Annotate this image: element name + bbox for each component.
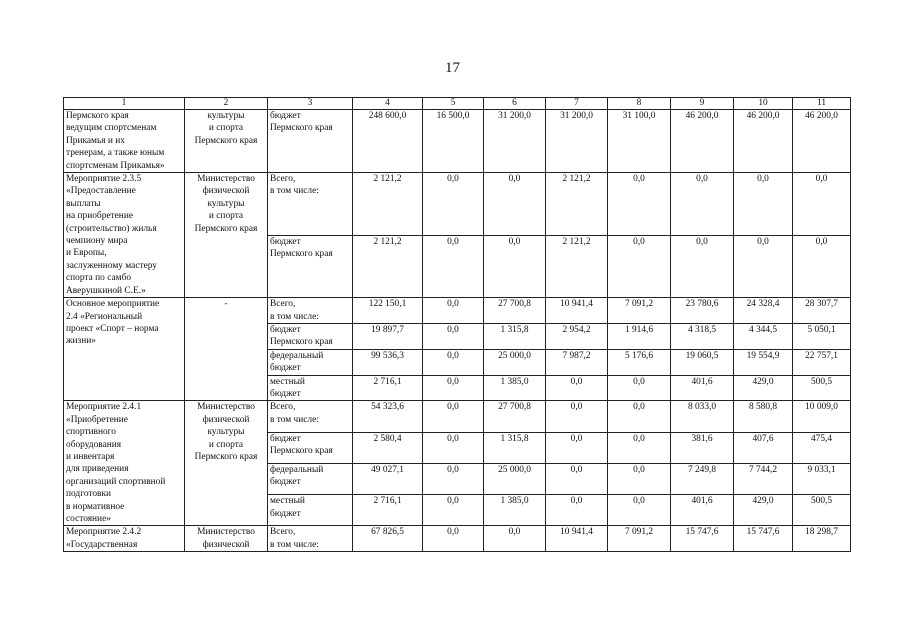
amount-cell: 0,0	[484, 235, 546, 298]
amount-cell: 54 323,6	[353, 401, 423, 432]
amount-cell: 0,0	[484, 173, 546, 236]
amount-cell: 429,0	[734, 495, 793, 526]
amount-cell: 0,0	[671, 173, 734, 236]
amount-cell: 7 249,8	[671, 463, 734, 494]
amount-cell: 0,0	[608, 375, 671, 401]
amount-cell: 0,0	[608, 495, 671, 526]
funding-source-cell: бюджет Пермского края	[268, 235, 353, 298]
amount-cell: 2 121,2	[546, 235, 608, 298]
amount-cell: 31 200,0	[484, 110, 546, 173]
amount-cell: 24 328,4	[734, 298, 793, 324]
column-header: 9	[671, 98, 734, 110]
amount-cell: 4 318,5	[671, 323, 734, 349]
amount-cell: 0,0	[793, 173, 851, 236]
amount-cell: 1 385,0	[484, 495, 546, 526]
column-header: 5	[423, 98, 484, 110]
funding-source-cell: Всего, в том числе:	[268, 526, 353, 552]
amount-cell: 5 176,6	[608, 349, 671, 375]
executor-cell: Министерство физической культуры и спорта Пермского края	[185, 401, 268, 526]
amount-cell: 31 100,0	[608, 110, 671, 173]
amount-cell: 23 780,6	[671, 298, 734, 324]
amount-cell: 0,0	[423, 173, 484, 236]
amount-cell: 46 200,0	[793, 110, 851, 173]
amount-cell: 25 000,0	[484, 463, 546, 494]
amount-cell: 31 200,0	[546, 110, 608, 173]
amount-cell: 2 580,4	[353, 432, 423, 463]
executor-cell: Министерство физической	[185, 526, 268, 552]
amount-cell: 0,0	[671, 235, 734, 298]
amount-cell: 4 344,5	[734, 323, 793, 349]
amount-cell: 2 121,2	[353, 235, 423, 298]
amount-cell: 1 315,8	[484, 323, 546, 349]
amount-cell: 0,0	[608, 235, 671, 298]
amount-cell: 19 060,5	[671, 349, 734, 375]
amount-cell: 1 315,8	[484, 432, 546, 463]
funding-source-cell: Всего, в том числе:	[268, 298, 353, 324]
amount-cell: 27 700,8	[484, 298, 546, 324]
amount-cell: 19 897,7	[353, 323, 423, 349]
amount-cell: 0,0	[423, 375, 484, 401]
amount-cell: 2 954,2	[546, 323, 608, 349]
amount-cell: 10 941,4	[546, 526, 608, 552]
amount-cell: 49 027,1	[353, 463, 423, 494]
amount-cell: 99 536,3	[353, 349, 423, 375]
amount-cell: 0,0	[734, 235, 793, 298]
amount-cell: 1 914,6	[608, 323, 671, 349]
funding-source-cell: бюджет Пермского края	[268, 323, 353, 349]
amount-cell: 0,0	[423, 323, 484, 349]
executor-cell: Министерство физической культуры и спорта Пермского края	[185, 173, 268, 298]
table-row	[64, 110, 851, 173]
budget-table	[63, 97, 851, 552]
amount-cell: 0,0	[423, 463, 484, 494]
amount-cell: 122 150,1	[353, 298, 423, 324]
funding-source-cell: Всего, в том числе:	[268, 173, 353, 236]
amount-cell: 7 987,2	[546, 349, 608, 375]
activity-name-cell: Мероприятие 2.4.1 «Приобретение спортивного оборудования и инвентаря для приведения организаций спортивной подготовки в нормативное состояние»	[64, 401, 185, 526]
amount-cell: 8 033,0	[671, 401, 734, 432]
amount-cell: 46 200,0	[671, 110, 734, 173]
column-header: 3	[268, 98, 353, 110]
amount-cell: 2 716,1	[353, 495, 423, 526]
amount-cell: 0,0	[546, 495, 608, 526]
amount-cell: 9 033,1	[793, 463, 851, 494]
amount-cell: 0,0	[608, 401, 671, 432]
table-row	[64, 401, 851, 432]
page-number: 17	[445, 60, 460, 76]
amount-cell: 0,0	[608, 432, 671, 463]
amount-cell: 407,6	[734, 432, 793, 463]
table-row	[64, 526, 851, 552]
amount-cell: 18 298,7	[793, 526, 851, 552]
header-row	[64, 98, 851, 110]
amount-cell: 7 091,2	[608, 298, 671, 324]
amount-cell: 500,5	[793, 375, 851, 401]
executor-cell: культуры и спорта Пермского края	[185, 110, 268, 173]
table-row	[64, 298, 851, 324]
column-header: 4	[353, 98, 423, 110]
amount-cell: 0,0	[423, 235, 484, 298]
amount-cell: 0,0	[423, 526, 484, 552]
funding-source-cell: бюджет Пермского края	[268, 432, 353, 463]
executor-cell: -	[185, 298, 268, 401]
column-header: 6	[484, 98, 546, 110]
amount-cell: 8 580,8	[734, 401, 793, 432]
amount-cell: 0,0	[734, 173, 793, 236]
activity-name-cell: Основное мероприятие 2.4 «Региональный проект «Спорт – норма жизни»	[64, 298, 185, 401]
amount-cell: 0,0	[423, 298, 484, 324]
amount-cell: 0,0	[546, 401, 608, 432]
amount-cell: 16 500,0	[423, 110, 484, 173]
amount-cell: 15 747,6	[671, 526, 734, 552]
amount-cell: 46 200,0	[734, 110, 793, 173]
funding-source-cell: местный бюджет	[268, 495, 353, 526]
column-header: 10	[734, 98, 793, 110]
amount-cell: 475,4	[793, 432, 851, 463]
amount-cell: 15 747,6	[734, 526, 793, 552]
column-header: 8	[608, 98, 671, 110]
column-header: 11	[793, 98, 851, 110]
amount-cell: 5 050,1	[793, 323, 851, 349]
amount-cell: 25 000,0	[484, 349, 546, 375]
amount-cell: 0,0	[608, 173, 671, 236]
amount-cell: 22 757,1	[793, 349, 851, 375]
amount-cell: 248 600,0	[353, 110, 423, 173]
amount-cell: 429,0	[734, 375, 793, 401]
funding-source-cell: федеральный бюджет	[268, 349, 353, 375]
amount-cell: 19 554,9	[734, 349, 793, 375]
column-header: 2	[185, 98, 268, 110]
amount-cell: 10 941,4	[546, 298, 608, 324]
amount-cell: 500,5	[793, 495, 851, 526]
funding-source-cell: местный бюджет	[268, 375, 353, 401]
amount-cell: 7 744,2	[734, 463, 793, 494]
amount-cell: 2 121,2	[546, 173, 608, 236]
amount-cell: 0,0	[793, 235, 851, 298]
activity-name-cell: Мероприятие 2.4.2 «Государственная	[64, 526, 185, 552]
amount-cell: 0,0	[484, 526, 546, 552]
amount-cell: 27 700,8	[484, 401, 546, 432]
amount-cell: 0,0	[608, 463, 671, 494]
column-header: 7	[546, 98, 608, 110]
amount-cell: 0,0	[423, 349, 484, 375]
amount-cell: 1 385,0	[484, 375, 546, 401]
amount-cell: 7 091,2	[608, 526, 671, 552]
amount-cell: 2 716,1	[353, 375, 423, 401]
amount-cell: 10 009,0	[793, 401, 851, 432]
funding-source-cell: бюджет Пермского края	[268, 110, 353, 173]
activity-name-cell: Мероприятие 2.3.5 «Предоставление выплаты на приобретение (строительство) жилья чемпиону мира и Европы, заслуженному мастеру спорта по самбо Аверушкиной С.Е.»	[64, 173, 185, 298]
amount-cell: 0,0	[546, 432, 608, 463]
activity-name-cell: Пермского края ведущим спортсменам Прикамья и их тренерам, а также юным спортсменам Прикамья»	[64, 110, 185, 173]
funding-source-cell: Всего, в том числе:	[268, 401, 353, 432]
amount-cell: 0,0	[423, 495, 484, 526]
amount-cell: 0,0	[423, 432, 484, 463]
amount-cell: 381,6	[671, 432, 734, 463]
amount-cell: 28 307,7	[793, 298, 851, 324]
column-header: 1	[64, 98, 185, 110]
amount-cell: 0,0	[423, 401, 484, 432]
amount-cell: 0,0	[546, 463, 608, 494]
amount-cell: 0,0	[546, 375, 608, 401]
amount-cell: 67 826,5	[353, 526, 423, 552]
table-row	[64, 173, 851, 236]
amount-cell: 401,6	[671, 495, 734, 526]
amount-cell: 2 121,2	[353, 173, 423, 236]
amount-cell: 401,6	[671, 375, 734, 401]
funding-source-cell: федеральный бюджет	[268, 463, 353, 494]
